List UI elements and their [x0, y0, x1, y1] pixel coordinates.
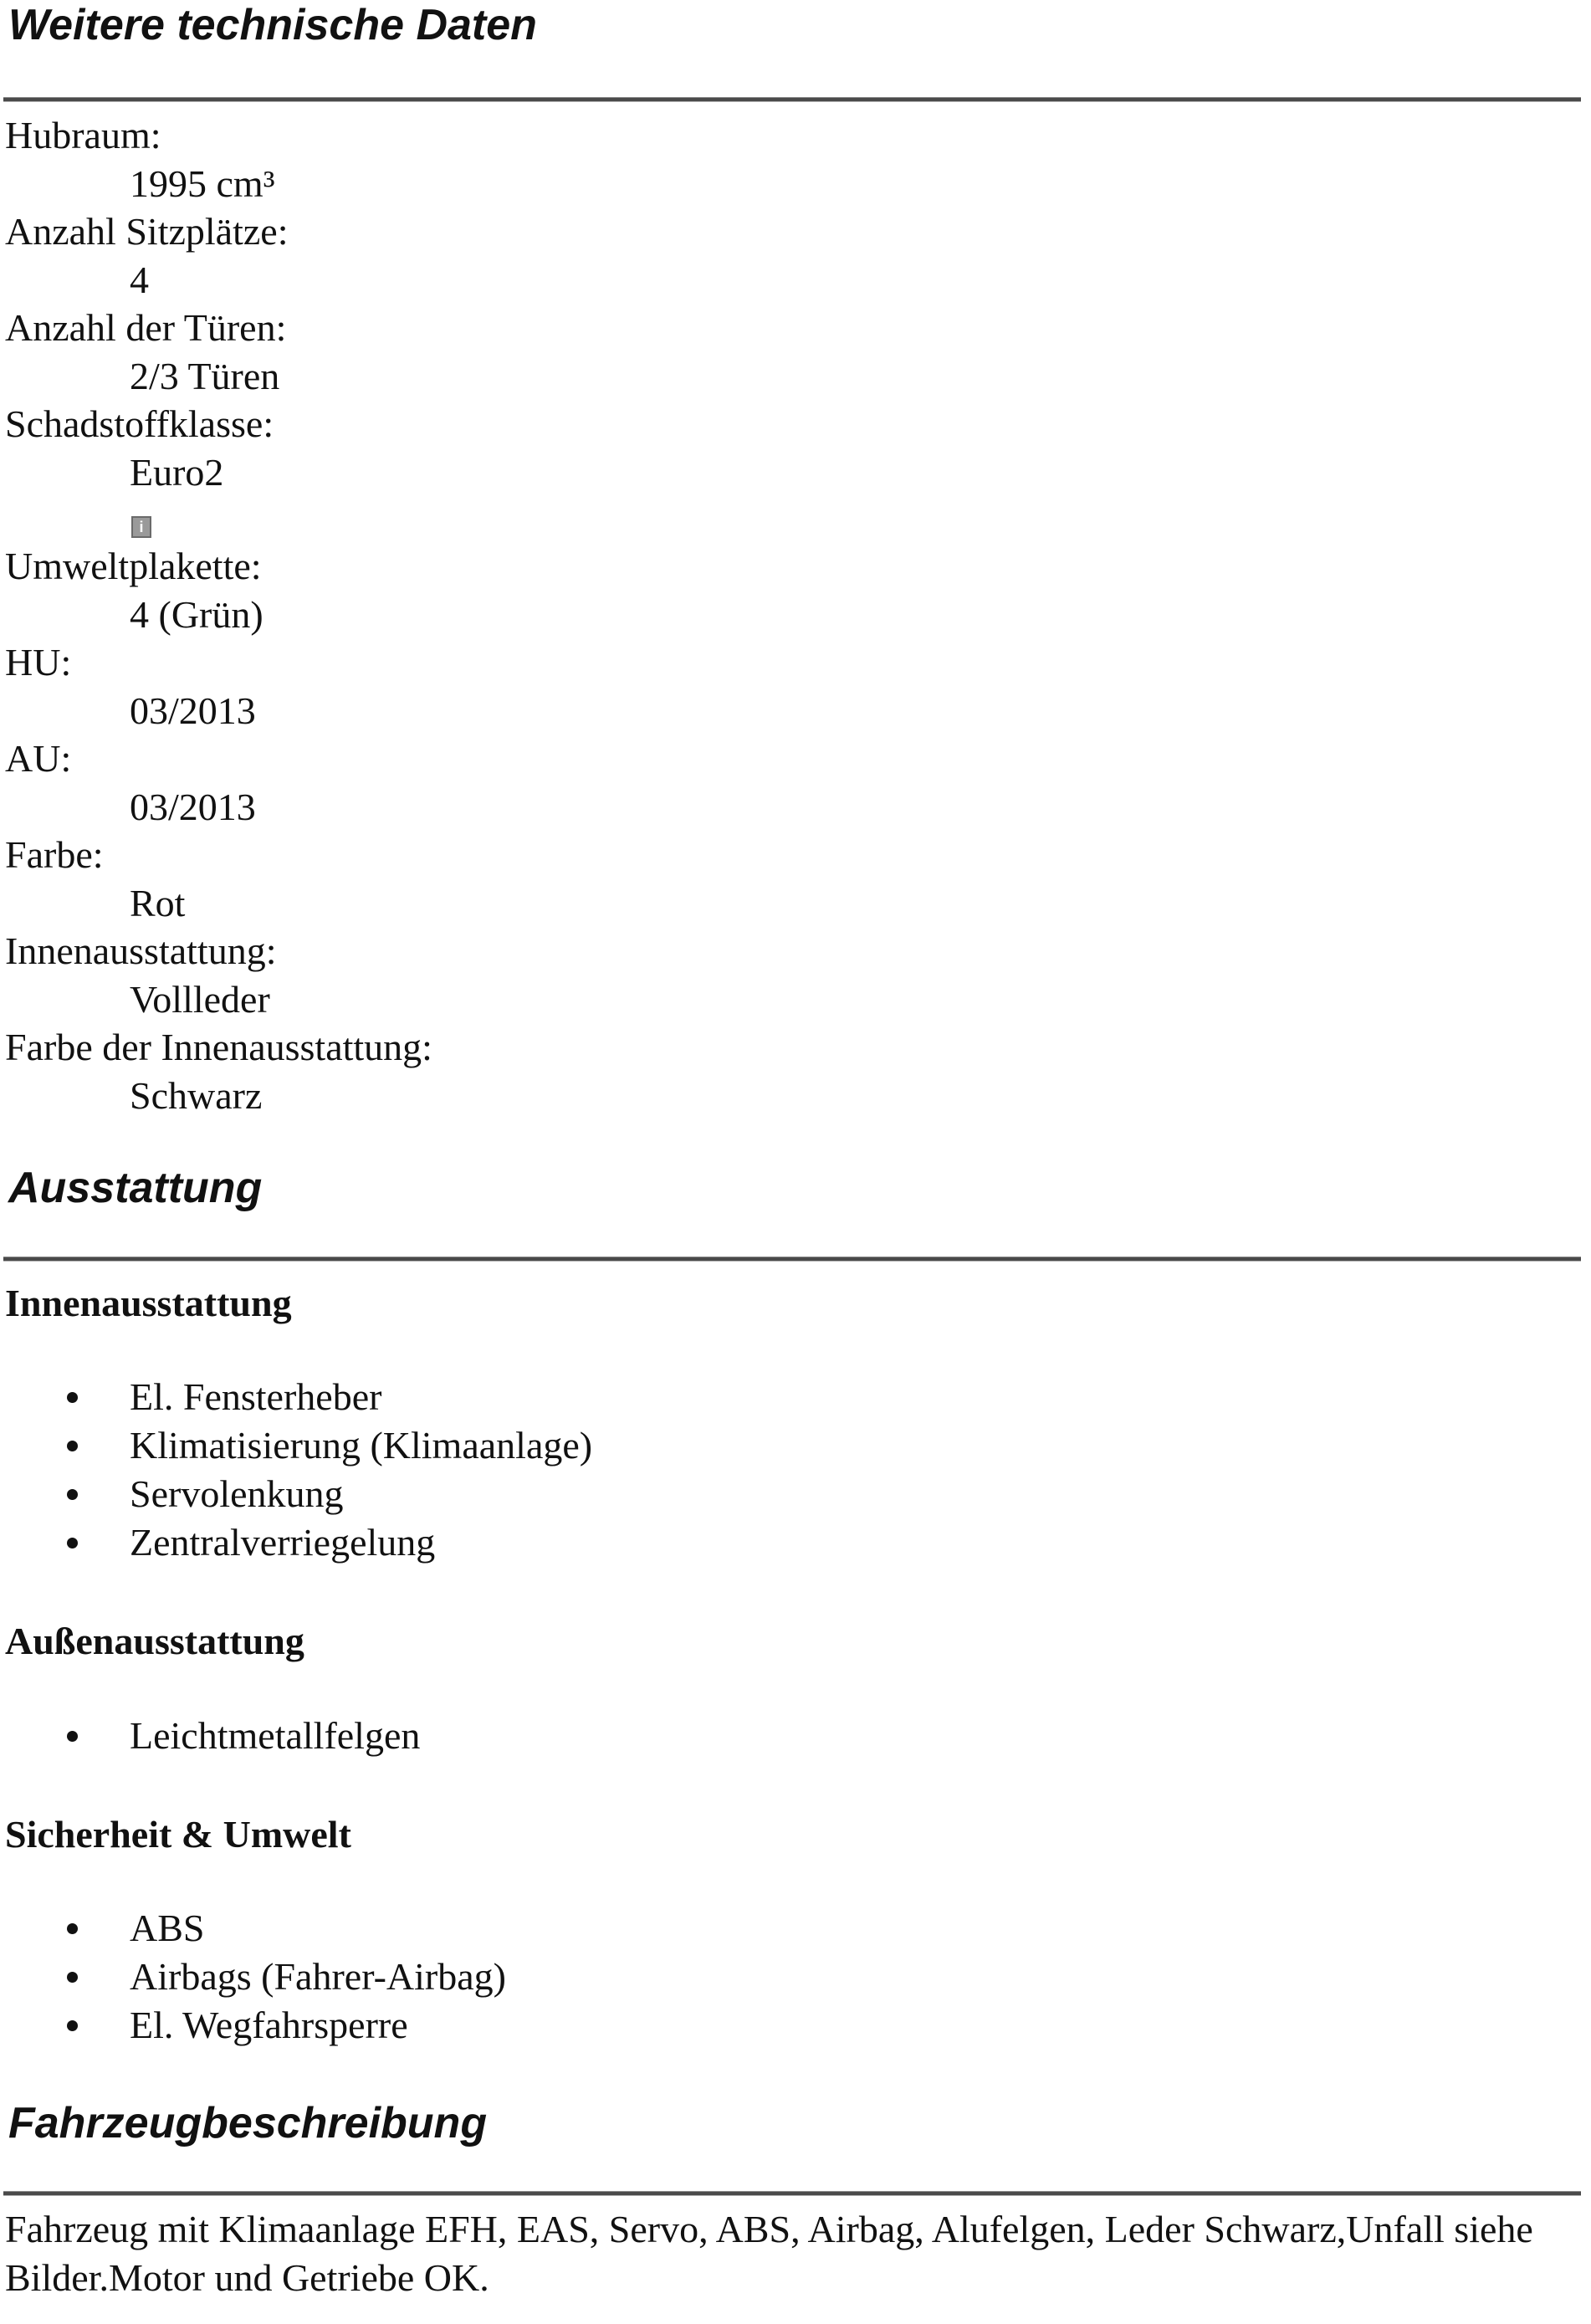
bullet-icon	[67, 1441, 78, 1451]
list-item-text: El. Wegfahrsperre	[130, 2004, 408, 2046]
bullet-icon	[67, 1731, 78, 1742]
section-divider	[3, 2191, 1581, 2196]
equipment-title: Ausstattung	[8, 1164, 263, 1212]
equipment-group-heading: Außenausstattung	[5, 1620, 304, 1662]
list-item-text: Klimatisierung (Klimaanlage)	[130, 1424, 593, 1467]
description-title: Fahrzeugbeschreibung	[8, 2099, 488, 2147]
spec-label: HU:	[5, 641, 72, 683]
spec-item	[0, 396, 836, 492]
bullet-icon	[67, 1489, 78, 1500]
info-icon[interactable]: i	[131, 516, 151, 538]
spec-label: Anzahl der Türen:	[5, 306, 287, 349]
section-divider	[3, 97, 1581, 102]
spec-label: Farbe der Innenausstattung:	[5, 1026, 432, 1068]
spec-item	[0, 827, 836, 923]
equipment-group-heading: Innenausstattung	[5, 1282, 292, 1324]
spec-item	[0, 923, 836, 1019]
technical-data-title: Weitere technische Daten	[8, 1, 537, 49]
spec-item	[0, 634, 836, 730]
bullet-icon	[67, 1972, 78, 1983]
spec-item	[0, 1019, 836, 1115]
list-item-text: Leichtmetallfelgen	[130, 1714, 421, 1757]
bullet-icon	[67, 1538, 78, 1548]
spec-value: 03/2013	[130, 689, 256, 732]
bullet-icon	[67, 1392, 78, 1403]
bullet-icon	[67, 1923, 78, 1934]
spec-value: 4 (Grün)	[130, 593, 263, 636]
spec-value: Vollleder	[130, 978, 270, 1021]
spec-label: Hubraum:	[5, 114, 161, 156]
equipment-group-heading: Sicherheit & Umwelt	[5, 1813, 351, 1856]
list-item-text: Zentralverriegelung	[130, 1521, 436, 1564]
list-item-text: Servolenkung	[130, 1472, 344, 1515]
spec-item	[0, 538, 836, 634]
spec-label: Schadstoffklasse:	[5, 402, 274, 445]
spec-item	[0, 107, 836, 203]
spec-spacer	[0, 492, 836, 538]
spec-value: 2/3 Türen	[130, 355, 280, 397]
spec-item	[0, 730, 836, 827]
spec-value: Schwarz	[130, 1074, 263, 1117]
list-item-text: Airbags (Fahrer-Airbag)	[130, 1955, 506, 1998]
section-divider	[3, 1257, 1581, 1262]
spec-label: Umweltplakette:	[5, 545, 262, 587]
spec-value: Euro2	[130, 451, 224, 494]
technical-data-list	[0, 107, 836, 1115]
list-item-text: ABS	[130, 1907, 205, 1949]
vehicle-description: Fahrzeug mit Klimaanlage EFH, EAS, Servo, ABS, Airbag, Alufelgen, Leder Schwarz,Unfall siehe Bilder.Motor und Getriebe OK.	[5, 2208, 1533, 2299]
spec-value: Rot	[130, 882, 186, 924]
spec-label: AU:	[5, 737, 72, 780]
spec-value: 4	[130, 259, 149, 301]
spec-label: Farbe:	[5, 833, 104, 876]
spec-value: 1995 cm³	[130, 162, 275, 205]
spec-item	[0, 203, 836, 299]
spec-item	[0, 299, 836, 396]
bullet-icon	[67, 2020, 78, 2031]
spec-label: Innenausstattung:	[5, 929, 277, 972]
spec-label: Anzahl Sitzplätze:	[5, 210, 289, 253]
list-item-text: El. Fensterheber	[130, 1375, 382, 1418]
spec-value: 03/2013	[130, 786, 256, 828]
